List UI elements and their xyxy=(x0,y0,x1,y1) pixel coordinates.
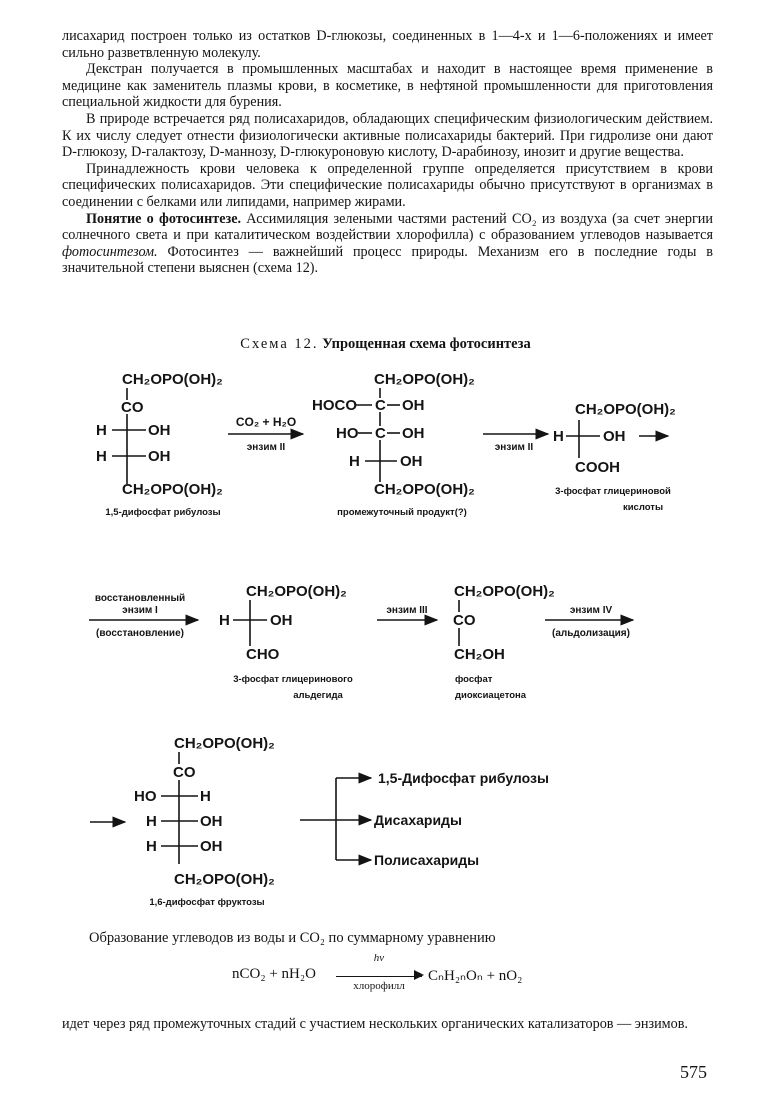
arrow3-label-1: восстановленный xyxy=(94,593,186,604)
mol2-c2: C xyxy=(375,425,386,442)
equation-arrowhead xyxy=(414,970,424,980)
product-disaccharides: Дисахариды xyxy=(374,812,462,828)
arrow5-process: (альдолизация) xyxy=(552,628,630,639)
mol6-top-group: CH₂OPO(OH)₂ xyxy=(174,735,275,752)
arrow2-enzyme: энзим II xyxy=(494,442,534,453)
photosynthesis-text-a: Ассимиляция зелеными частями растений CO₂ из воздуха (за счет энергии солнечного света и при каталитическом воздействии хлорофилла) с образованием углеводов называется xyxy=(62,210,713,244)
mol6-h1: H xyxy=(146,813,157,830)
mol3-h: H xyxy=(553,428,564,445)
mol6-ho: HO xyxy=(134,788,157,805)
mol4-cho: CHO xyxy=(246,646,280,663)
paragraph-blood-groups: Принадлежность крови человека к определенной группе определяется присутствием в крови специфических полисахаридов. Эти специфические полисахариды обычно присутствуют в организмах в соединении с белками или липидами, например жирами. xyxy=(62,160,713,210)
equation-condition-over: hν xyxy=(373,952,385,964)
mol3-cooh: COOH xyxy=(575,459,620,476)
mol1-h1: H xyxy=(96,422,107,439)
mol2-hoco: HOCO xyxy=(312,397,357,414)
equation-arrow xyxy=(336,976,422,977)
photosynthesis-heading: Понятие о фотосинтезе. xyxy=(86,210,242,227)
mol4-h: H xyxy=(219,612,230,629)
mol1-h2: H xyxy=(96,448,107,465)
arrow4-enzyme: энзим III xyxy=(386,605,428,616)
mol6-h2: H xyxy=(146,838,157,855)
product-polysaccharides: Полисахариды xyxy=(374,852,480,868)
arrow1-enzyme: энзим II xyxy=(246,442,286,453)
mol2-h: H xyxy=(349,453,360,470)
mol1-carbonyl: CO xyxy=(121,399,144,416)
scheme-title xyxy=(0,336,771,353)
scheme-label: Схема 12. xyxy=(240,336,319,352)
scheme-name: Упрощенная схема фотосинтеза xyxy=(322,336,531,352)
photosynthesis-text-b: Фотосинтез — важнейший процесс природы. Механизм его в последние годы в значительной степени выяснен (схема 12). xyxy=(62,243,713,277)
equation-rhs: CₙH₂ₙOₙ + nO₂ xyxy=(428,968,523,984)
mol2-top-group: CH₂OPO(OH)₂ xyxy=(374,371,475,388)
mol4-oh: OH xyxy=(270,612,293,629)
mol4-top-group: CH₂OPO(OH)₂ xyxy=(246,583,347,600)
page-number: 575 xyxy=(680,1062,707,1082)
mol2-ho: HO xyxy=(336,425,359,442)
mol6-carbonyl: CO xyxy=(173,764,196,781)
equation-intro: Образование углеводов из воды и CO₂ по суммарному уравнению xyxy=(89,930,496,946)
caption-fructose-diphosphate: 1,6-дифосфат фруктозы xyxy=(149,897,265,908)
photosynthesis-term: фотосинтезом. xyxy=(62,243,158,260)
mol1-oh1: OH xyxy=(148,422,171,439)
paragraph-bacterial-polysaccharides: В природе встречается ряд полисахаридов, обладающих специфическим физиологическим действием. К их числу следует отнести физиологически активные полисахариды бактерий. При гидролизе они дают D-глюкозу, D-галактозу, D-маннозу, D-глюкуроновую кислоту, D-арабинозу, инозит и другие вещества. xyxy=(62,110,713,161)
mol5-carbonyl: CO xyxy=(453,612,476,629)
equation-condition-under: хлорофилл xyxy=(353,980,405,992)
paragraph-dextran: Декстран получается в промышленных масштабах и находит в настоящее время применение в медицине как заменитель плазмы крови, в косметике, в нефтяной промышленности для приготовления специальной жидкости для бурения. xyxy=(62,61,713,111)
mol6-bottom-group: CH₂OPO(OH)₂ xyxy=(174,871,275,888)
mol2-bottom-group: CH₂OPO(OH)₂ xyxy=(374,481,475,498)
paragraph-conclusion: идет через ряд промежуточных стадий с участием нескольких органических катализаторов — энзимов. xyxy=(62,1016,688,1032)
caption-ribulose-diphosphate: 1,5-дифосфат рибулозы xyxy=(105,507,221,518)
mol5-top-group: CH₂OPO(OH)₂ xyxy=(454,583,555,600)
mol5-ch2oh: CH₂OH xyxy=(454,646,505,663)
photosynthesis-scheme xyxy=(0,355,771,915)
mol1-top-group: CH₂OPO(OH)₂ xyxy=(122,371,223,388)
mol2-c1: C xyxy=(375,397,386,414)
caption-glyceraldehyde-2: альдегида xyxy=(293,690,343,701)
mol2-oh3: OH xyxy=(400,453,423,470)
arrow3-label-3: (восстановление) xyxy=(96,628,184,639)
arrow3-label-2: энзим I xyxy=(122,605,158,616)
caption-phosphoglyceric-2: кислоты xyxy=(622,502,664,513)
arrow1-reagents: CO₂ + H₂O xyxy=(235,415,297,429)
mol3-oh: OH xyxy=(603,428,626,445)
mol6-h: H xyxy=(200,788,211,805)
arrow5-enzyme: энзим IV xyxy=(569,605,613,616)
caption-intermediate: промежуточный продукт(?) xyxy=(337,507,467,518)
body-text xyxy=(62,28,713,277)
caption-dhap-1: фосфат xyxy=(455,674,493,685)
caption-glyceraldehyde-1: 3-фосфат глицеринового xyxy=(233,674,353,685)
mol3-top-group: CH₂OPO(OH)₂ xyxy=(575,401,676,418)
caption-dhap-2: диоксиацетона xyxy=(455,690,527,701)
mol2-oh2: OH xyxy=(402,425,425,442)
mol1-bottom-group: CH₂OPO(OH)₂ xyxy=(122,481,223,498)
paragraph-photosynthesis xyxy=(62,211,713,277)
mol6-oh1: OH xyxy=(200,813,223,830)
mol1-oh2: OH xyxy=(148,448,171,465)
mol2-oh1: OH xyxy=(402,397,425,414)
paragraph-polysaccharide-tail: лисахарид построен только из остатков D-глюкозы, соединенных в 1—4-х и 1—6-положениях и имеет сильно разветвленную молекулу. xyxy=(62,28,713,61)
caption-phosphoglyceric-1: 3-фосфат глицериновой xyxy=(555,486,671,497)
mol6-oh2: OH xyxy=(200,838,223,855)
product-ribulose: 1,5-Дифосфат рибулозы xyxy=(378,770,549,786)
equation-lhs: nCO₂ + nH₂O xyxy=(232,966,316,982)
